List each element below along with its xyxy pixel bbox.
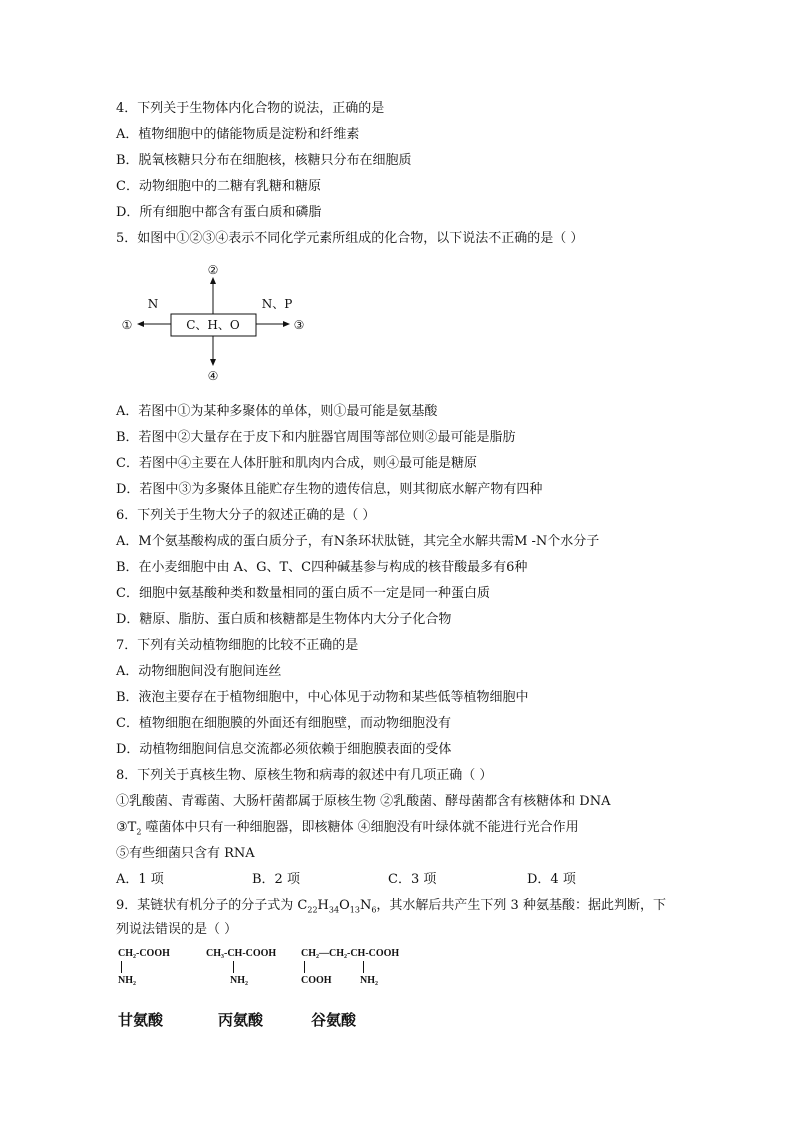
- glutamate-bond-left: [304, 961, 305, 973]
- q7-stem: 7．下列有关动植物细胞的比较不正确的是: [116, 638, 359, 653]
- q7-option-a: A．动物细胞间没有胞间连丝: [116, 664, 282, 679]
- element-compound-diagram: [110, 258, 320, 388]
- center-elements-label: C、H、O: [186, 318, 240, 332]
- q9-stem: 9．某链状有机分子的分子式为 $C_{22}H_{34}O_{13}N_6$，其水解后共产生下列 3 种氨基酸：据此判断，下: [116, 898, 666, 915]
- q8-statements-3-4: $③T_2$ 噬菌体中只有一种细胞器，即核糖体 ④细胞没有叶绿体就不能进行光合作用: [116, 820, 579, 837]
- q6-option-c: C．细胞中氨基酸种类和数量相同的蛋白质不一定是同一种蛋白质: [116, 586, 490, 601]
- q4-option-a: A．植物细胞中的储能物质是淀粉和纤维素: [116, 127, 360, 142]
- q5-option-d: D．若图中③为多聚体且能贮存生物的遗传信息，则其彻底水解产物有四种: [116, 482, 543, 497]
- compound-4-label: ④: [207, 369, 219, 383]
- q8-option-b: B．2 项: [252, 872, 300, 887]
- compound-2-label: ②: [207, 263, 219, 277]
- glycine-bond: [121, 961, 122, 973]
- q6-option-a: A．M个氨基酸构成的蛋白质分子，有N条环状肽链，其完全水解共需M -N个水分子: [116, 534, 600, 549]
- glutamate-bond-right: [363, 961, 364, 973]
- q5-option-c: C．若图中④主要在人体肝脏和肌肉内合成，则④最可能是糖原: [116, 456, 477, 471]
- q6-option-b: B．在小麦细胞中由 A、G、T、C四种碱基参与构成的核苷酸最多有6种: [116, 560, 528, 575]
- q7-option-b: B．液泡主要存在于植物细胞中，中心体见于动物和某些低等植物细胞中: [116, 690, 529, 705]
- compound-1-label: ①: [121, 318, 133, 332]
- alanine-name: 丙氨酸: [218, 1011, 264, 1029]
- compound-3-label: ③: [293, 318, 305, 332]
- glycine-formula-top: CH₂-COOH: [118, 948, 170, 959]
- q8-option-a: A．1 项: [116, 872, 164, 887]
- q6-option-d: D．糖原、脂肪、蛋白质和核糖都是生物体内大分子化合物: [116, 612, 452, 627]
- q5-option-a: A．若图中①为某种多聚体的单体，则①最可能是氨基酸: [116, 404, 438, 419]
- q4-option-c: C．动物细胞中的二糖有乳糖和糖原: [116, 179, 321, 194]
- q5-stem: 5．如图中①②③④表示不同化学元素所组成的化合物，以下说法不正确的是（ ）: [116, 231, 584, 246]
- right-element-label: N、P: [261, 297, 293, 311]
- q7-option-d: D．动植物细胞间信息交流都必须依赖于细胞膜表面的受体: [116, 742, 452, 757]
- q4-option-d: D．所有细胞中都含有蛋白质和磷脂: [116, 205, 322, 220]
- q7-option-c: C．植物细胞在细胞膜的外面还有细胞壁，而动物细胞没有: [116, 716, 451, 731]
- q8-statements-1-2: ①乳酸菌、青霉菌、大肠杆菌都属于原核生物 ②乳酸菌、酵母菌都含有核糖体和 DNA: [116, 794, 611, 809]
- glutamate-name: 谷氨酸: [311, 1011, 357, 1029]
- q8-stem: 8．下列关于真核生物、原核生物和病毒的叙述中有几项正确（ ）: [116, 768, 493, 783]
- glutamate-formula-bottom-left: COOH: [301, 975, 332, 986]
- q4-stem: 4．下列关于生物体内化合物的说法，正确的是: [116, 101, 385, 116]
- q5-option-b: B．若图中②大量存在于皮下和内脏器官周围等部位则②最可能是脂肪: [116, 430, 516, 445]
- glycine-name: 甘氨酸: [118, 1011, 164, 1029]
- alanine-bond: [233, 961, 234, 973]
- q4-option-b: B．脱氧核糖只分布在细胞核，核糖只分布在细胞质: [116, 153, 412, 168]
- q8-option-c: C．3 项: [388, 872, 437, 887]
- glutamate-formula-bottom-right: NH₂: [360, 975, 378, 986]
- q8-option-d: D．4 项: [527, 872, 576, 887]
- left-element-label: N: [147, 297, 159, 311]
- glutamate-formula-top: CH₂—CH₂-CH-COOH: [301, 948, 400, 959]
- glycine-formula-bottom: NH₂: [118, 975, 136, 986]
- alanine-formula-top: CH₃-CH-COOH: [206, 948, 277, 959]
- q6-stem: 6．下列关于生物大分子的叙述正确的是（ ）: [116, 508, 376, 523]
- q8-statement-5: ⑤有些细菌只含有 RNA: [116, 846, 255, 861]
- alanine-formula-bottom: NH₂: [230, 975, 248, 986]
- q9-stem-line2: 列说法错误的是（ ）: [116, 922, 238, 937]
